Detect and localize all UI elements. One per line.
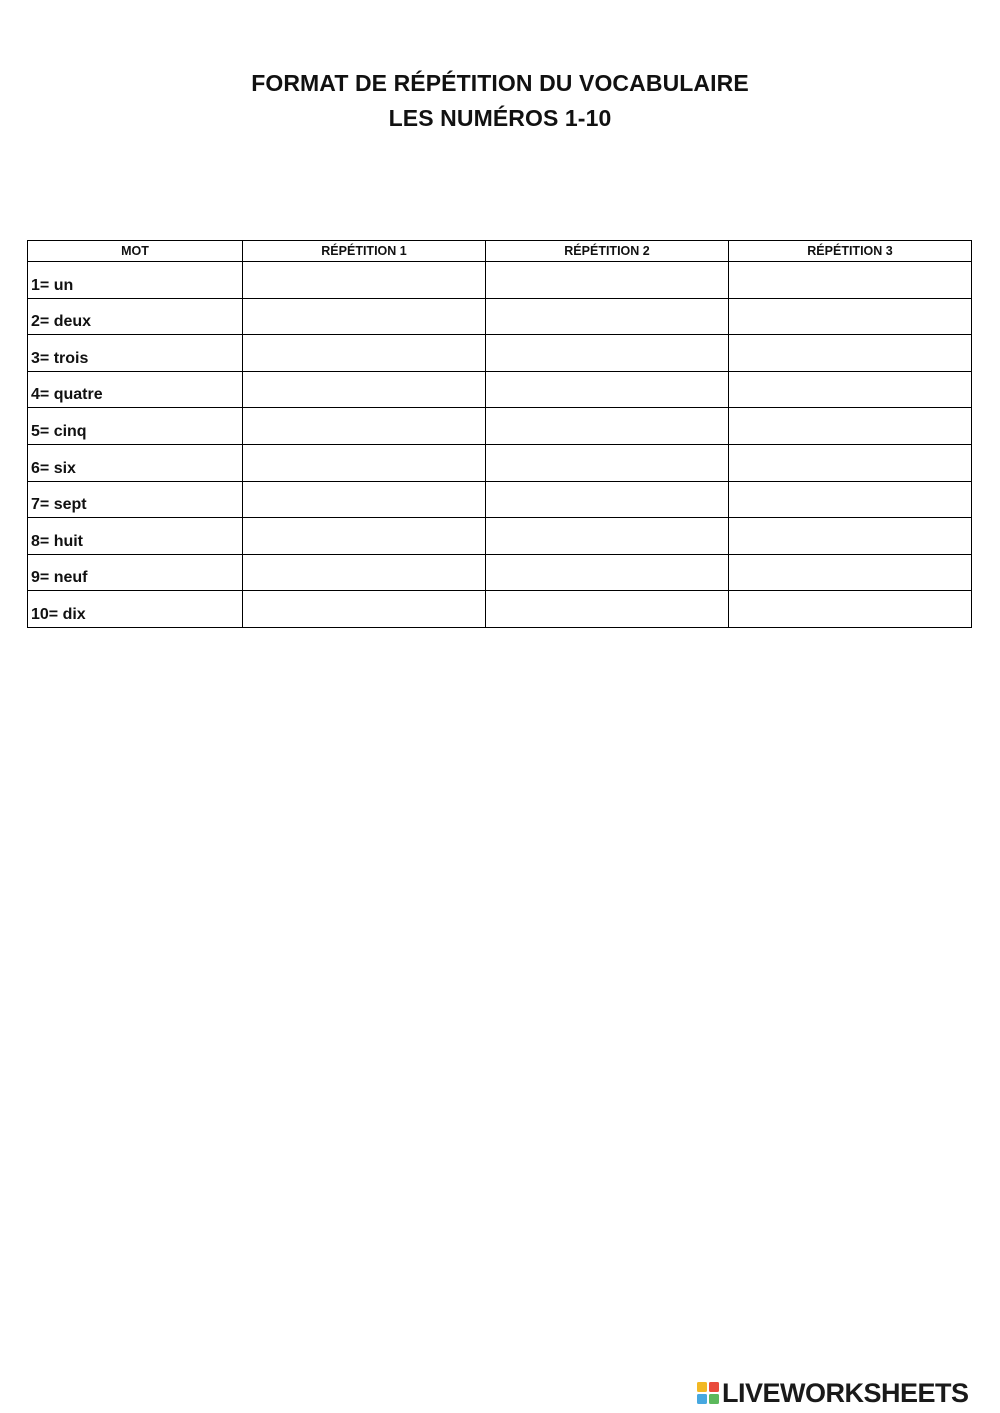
repetition-3-cell[interactable] [729, 518, 972, 555]
title-block [0, 66, 1000, 136]
word-cell: 6= six [28, 444, 243, 481]
logo-text: LIVEWORKSHEETS [722, 1377, 969, 1408]
table-row [28, 481, 972, 518]
repetition-3-cell[interactable] [729, 481, 972, 518]
repetition-2-cell[interactable] [486, 371, 729, 408]
repetition-1-cell[interactable] [243, 262, 486, 299]
repetition-1-cell[interactable] [243, 444, 486, 481]
document-title: FORMAT DE RÉPÉTITION DU VOCABULAIRE [251, 70, 749, 96]
repetition-1-cell[interactable] [243, 554, 486, 591]
vocabulary-table [27, 240, 972, 628]
table-row [28, 591, 972, 628]
logo-square-icon [697, 1382, 707, 1392]
repetition-1-cell[interactable] [243, 298, 486, 335]
repetition-2-cell[interactable] [486, 591, 729, 628]
repetition-1-cell[interactable] [243, 371, 486, 408]
table-row [28, 298, 972, 335]
repetition-1-cell[interactable] [243, 335, 486, 372]
liveworksheets-logo-icon [697, 1382, 719, 1404]
liveworksheets-logo[interactable] [697, 1378, 969, 1408]
column-header-repetition-3: RÉPÉTITION 3 [729, 241, 972, 262]
table-row [28, 518, 972, 555]
repetition-2-cell[interactable] [486, 335, 729, 372]
table-header-row [28, 241, 972, 262]
repetition-3-cell[interactable] [729, 444, 972, 481]
word-cell: 4= quatre [28, 371, 243, 408]
repetition-1-cell[interactable] [243, 481, 486, 518]
repetition-3-cell[interactable] [729, 591, 972, 628]
table-row [28, 371, 972, 408]
word-cell: 9= neuf [28, 554, 243, 591]
repetition-2-cell[interactable] [486, 262, 729, 299]
table-row [28, 262, 972, 299]
repetition-2-cell[interactable] [486, 444, 729, 481]
repetition-2-cell[interactable] [486, 298, 729, 335]
logo-square-icon [709, 1394, 719, 1404]
repetition-3-cell[interactable] [729, 262, 972, 299]
table-row [28, 554, 972, 591]
repetition-2-cell[interactable] [486, 481, 729, 518]
repetition-1-cell[interactable] [243, 408, 486, 445]
table-row [28, 444, 972, 481]
word-cell: 1= un [28, 262, 243, 299]
word-cell: 8= huit [28, 518, 243, 555]
word-cell: 3= trois [28, 335, 243, 372]
repetition-1-cell[interactable] [243, 518, 486, 555]
table-row [28, 335, 972, 372]
document-subtitle: LES NUMÉROS 1-10 [388, 105, 612, 131]
repetition-3-cell[interactable] [729, 335, 972, 372]
repetition-2-cell[interactable] [486, 554, 729, 591]
logo-square-icon [709, 1382, 719, 1392]
word-cell: 7= sept [28, 481, 243, 518]
word-cell: 2= deux [28, 298, 243, 335]
repetition-1-cell[interactable] [243, 591, 486, 628]
repetition-3-cell[interactable] [729, 298, 972, 335]
word-cell: 10= dix [28, 591, 243, 628]
word-cell: 5= cinq [28, 408, 243, 445]
repetition-3-cell[interactable] [729, 408, 972, 445]
repetition-3-cell[interactable] [729, 554, 972, 591]
column-header-repetition-1: RÉPÉTITION 1 [243, 241, 486, 262]
repetition-3-cell[interactable] [729, 371, 972, 408]
table-row [28, 408, 972, 445]
repetition-2-cell[interactable] [486, 408, 729, 445]
column-header-repetition-2: RÉPÉTITION 2 [486, 241, 729, 262]
repetition-2-cell[interactable] [486, 518, 729, 555]
column-header-mot: MOT [28, 241, 243, 262]
logo-square-icon [697, 1394, 707, 1404]
